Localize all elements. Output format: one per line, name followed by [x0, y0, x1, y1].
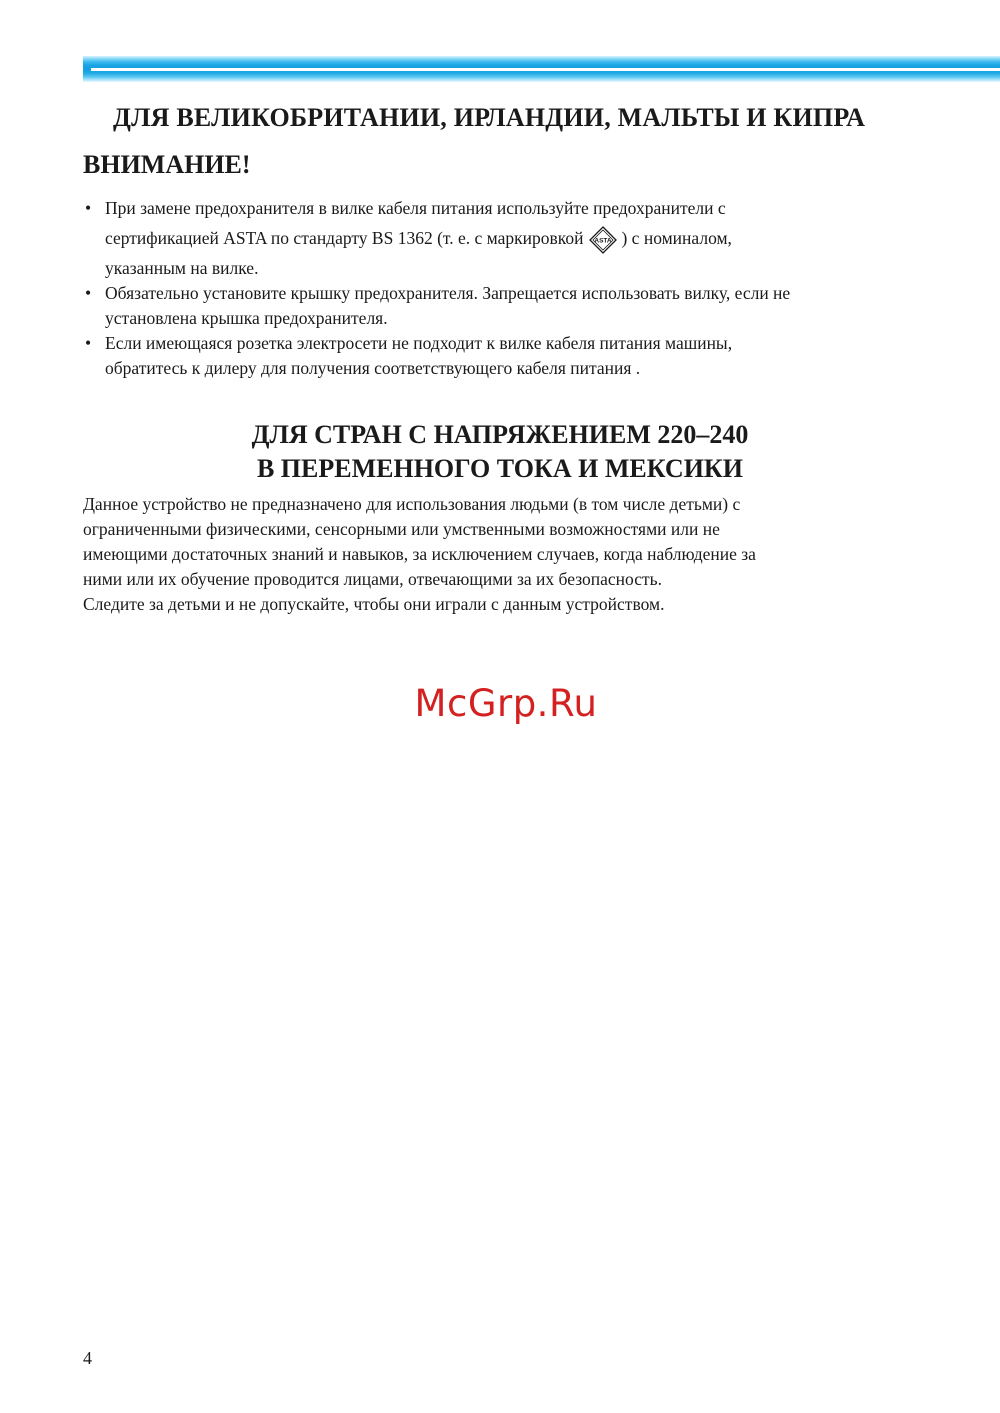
list-item-text: указанным на вилке. — [105, 258, 259, 278]
list-item-text: Обязательно установите крышку предохранителя. Запрещается использовать вилку, если не — [105, 283, 791, 303]
watermark: McGrp.Ru — [414, 682, 598, 725]
list-item-text: сертификацией ASTA по стандарту BS 1362 (т. е. с маркировкой — [105, 228, 584, 248]
list-item-text: установлена крышка предохранителя. — [105, 308, 388, 328]
page-number: 4 — [83, 1348, 92, 1368]
warning-heading: ВНИМАНИЕ! — [83, 150, 251, 179]
asta-mark-icon — [589, 226, 617, 254]
asta-mark-label: ASTA — [594, 237, 613, 245]
section-title-uk: ДЛЯ ВЕЛИКОБРИТАНИИ, ИРЛАНДИИ, МАЛЬТЫ И КИПРА — [113, 103, 866, 132]
bullet-icon: • — [85, 198, 92, 218]
paragraph-line: Следите за детьми и не допускайте, чтобы они играли с данным устройством. — [83, 594, 665, 614]
list-item-text-line2 — [105, 221, 732, 256]
list-item — [83, 331, 933, 381]
bullet-icon: • — [85, 283, 92, 303]
list-item — [83, 196, 933, 281]
safety-paragraph — [83, 492, 943, 617]
paragraph-line: ограниченными физическими, сенсорными или умственными возможностями или не — [83, 519, 720, 539]
warning-list — [83, 196, 933, 381]
list-item — [83, 281, 933, 331]
paragraph-line: ними или их обучение проводится лицами, отвечающими за их безопасность. — [83, 569, 662, 589]
bullet-icon: • — [85, 333, 92, 353]
header-color-band — [83, 56, 1000, 82]
list-item-text: обратитесь к дилеру для получения соответствующего кабеля питания . — [105, 358, 641, 378]
section-title-line: ДЛЯ СТРАН С НАПРЯЖЕНИЕМ 220–240 — [251, 420, 749, 449]
section-title-line: В ПЕРЕМЕННОГО ТОКА И МЕКСИКИ — [256, 454, 744, 483]
list-item-text: ) с номиналом, — [621, 228, 732, 248]
list-item-text: При замене предохранителя в вилке кабеля питания используйте предохранители с — [105, 198, 726, 218]
paragraph-line: Данное устройство не предназначено для использования людьми (в том числе детьми) с — [83, 494, 741, 514]
section-title-voltage — [0, 418, 1000, 486]
paragraph-line: имеющими достаточных знаний и навыков, за исключением случаев, когда наблюдение за — [83, 544, 756, 564]
list-item-text: Если имеющаяся розетка электросети не подходит к вилке кабеля питания машины, — [105, 333, 733, 353]
